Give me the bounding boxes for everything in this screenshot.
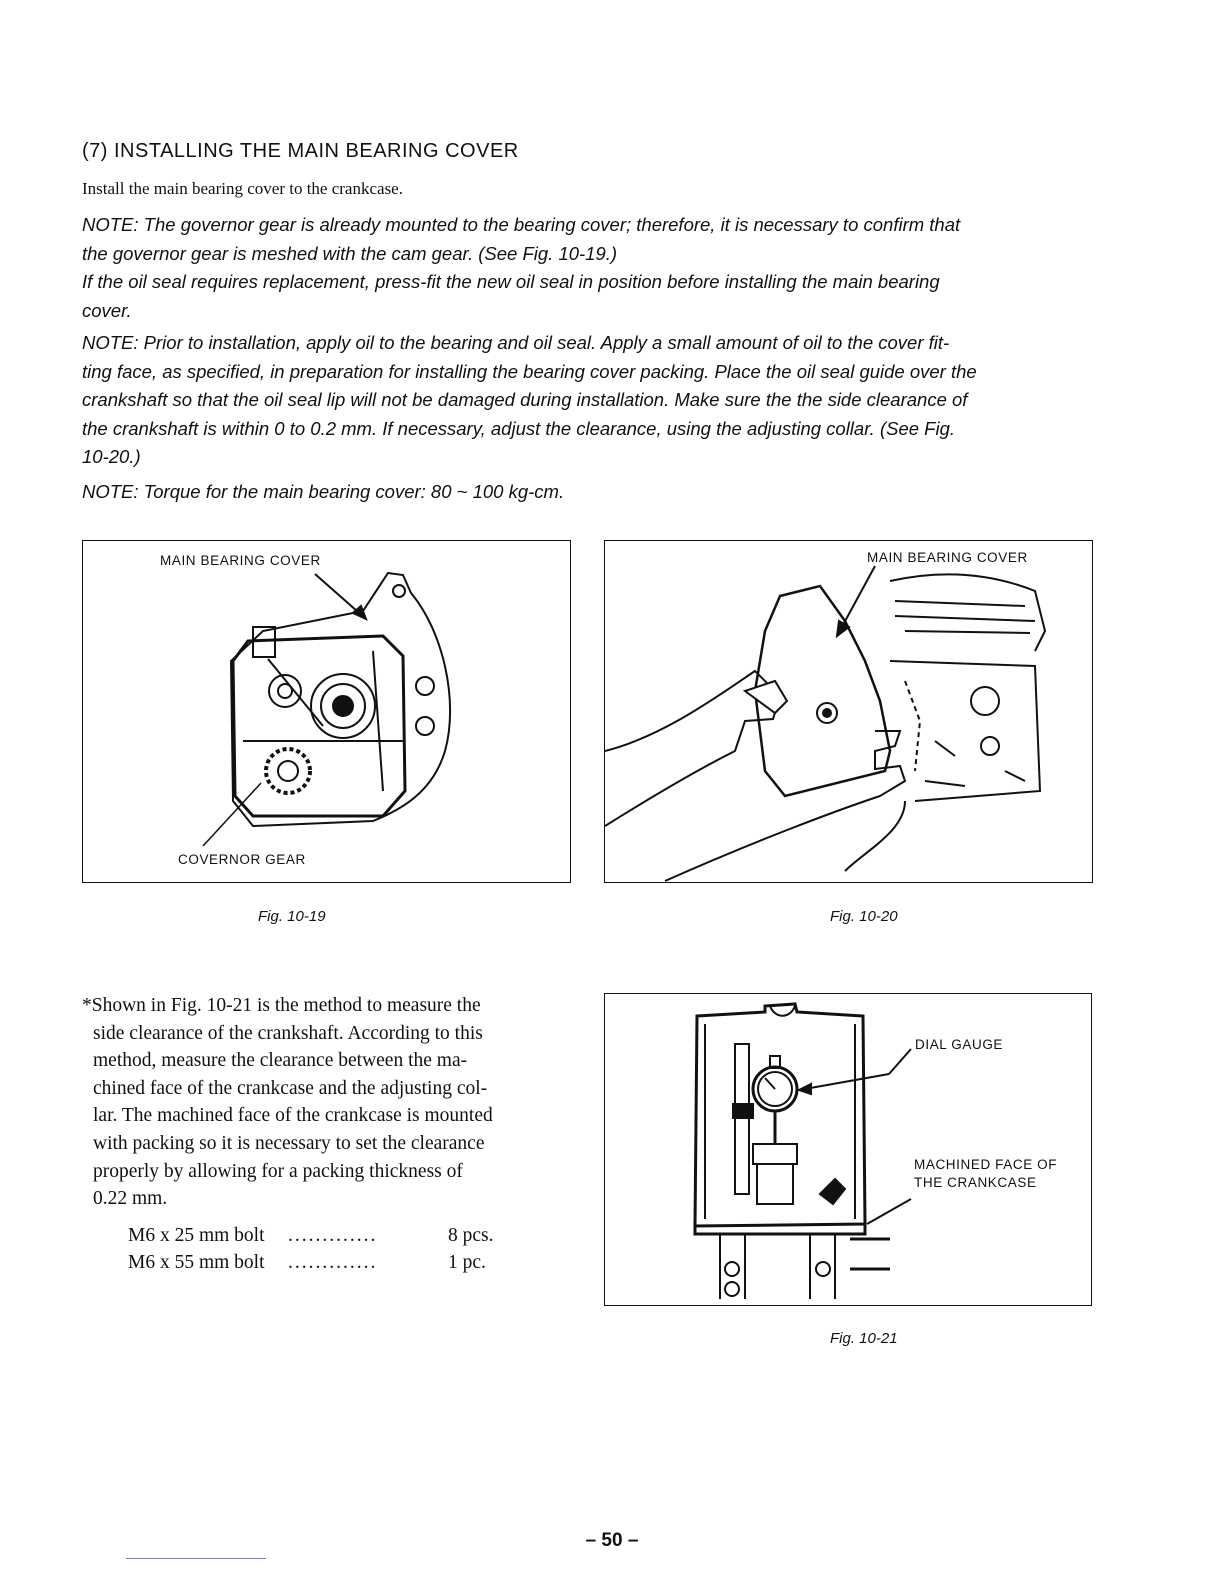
body-line: side clearance of the crankshaft. According to this (93, 1022, 483, 1044)
footer-rule (126, 1558, 266, 1559)
label-machined-face-2: THE CRANKCASE (914, 1175, 1037, 1190)
figure-10-20 (604, 540, 1093, 883)
caption-fig-10-19: Fig. 10-19 (258, 908, 326, 925)
body-line: chined face of the crankcase and the adjusting col- (93, 1077, 488, 1099)
installation-photo-illustration (605, 541, 1092, 882)
body-line: with packing so it is necessary to set the clearance (93, 1132, 485, 1154)
note-line: If the oil seal requires replacement, press-fit the new oil seal in position before installing the main bearing (82, 271, 940, 292)
body-line: properly by allowing for a packing thickness of (93, 1160, 463, 1182)
bolt-item: M6 x 25 mm bolt (128, 1225, 265, 1246)
note-line: ting face, as specified, in preparation for installing the bearing cover packing. Place the oil seal guide over the (82, 360, 977, 382)
section-heading: (7) INSTALLING THE MAIN BEARING COVER (82, 140, 519, 162)
bearing-cover-illustration (83, 541, 570, 882)
body-line: method, measure the clearance between the ma- (93, 1050, 468, 1072)
body-line: 0.22 mm. (93, 1188, 168, 1210)
caption-fig-10-21: Fig. 10-21 (830, 1330, 898, 1347)
label-dial-gauge: DIAL GAUGE (915, 1037, 1004, 1052)
note-line: 10-20.) (82, 446, 141, 467)
label-machined-face-1: MACHINED FACE OF (914, 1157, 1058, 1172)
note-line: NOTE: Prior to installation, apply oil to the bearing and oil seal. Apply a small amount of oil to the cover fit- (82, 332, 950, 353)
note-line: NOTE: The governor gear is already mounted to the bearing cover; therefore, it is necessary to confirm that (82, 214, 961, 235)
bolt-spec-row (128, 1222, 494, 1249)
page-number: – 50 – (585, 1530, 639, 1551)
bolt-qty: 8 pcs. (448, 1225, 494, 1246)
bolt-dots: ............. (288, 1225, 378, 1246)
body-line: lar. The machined face of the crankcase is mounted (93, 1105, 493, 1127)
label-main-bearing-cover: MAIN BEARING COVER (160, 553, 321, 568)
side-clearance-text (82, 992, 572, 1213)
figure-10-19 (82, 540, 571, 883)
label-main-bearing-cover-2: MAIN BEARING COVER (867, 550, 1028, 565)
note-line: crankshaft so that the oil seal lip will not be damaged during installation. Make sure the the side clearance of (82, 389, 968, 410)
body-line: *Shown in Fig. 10-21 is the method to measure the (82, 995, 481, 1016)
bolt-qty: 1 pc. (448, 1252, 486, 1273)
bolt-item: M6 x 55 mm bolt (128, 1252, 265, 1273)
intro-text: Install the main bearing cover to the crankcase. (82, 179, 403, 198)
figure-10-21 (604, 993, 1092, 1306)
note-line: cover. (82, 299, 132, 321)
bolt-dots: ............. (288, 1252, 378, 1273)
note-line: the crankshaft is within 0 to 0.2 mm. If necessary, adjust the clearance, using the adjusting collar. (See Fig. (82, 417, 956, 439)
dial-gauge-illustration (605, 994, 1091, 1305)
bolt-spec-list (128, 1222, 494, 1276)
note-governor-gear (82, 211, 1094, 325)
label-governor-gear: COVERNOR GEAR (178, 852, 306, 867)
note-installation (82, 329, 1094, 472)
caption-fig-10-20: Fig. 10-20 (830, 908, 898, 925)
note-torque: NOTE: Torque for the main bearing cover: 80 ~ 100 kg-cm. (82, 481, 565, 502)
bolt-spec-row (128, 1249, 494, 1276)
note-line: the governor gear is meshed with the cam gear. (See Fig. 10-19.) (82, 242, 618, 264)
